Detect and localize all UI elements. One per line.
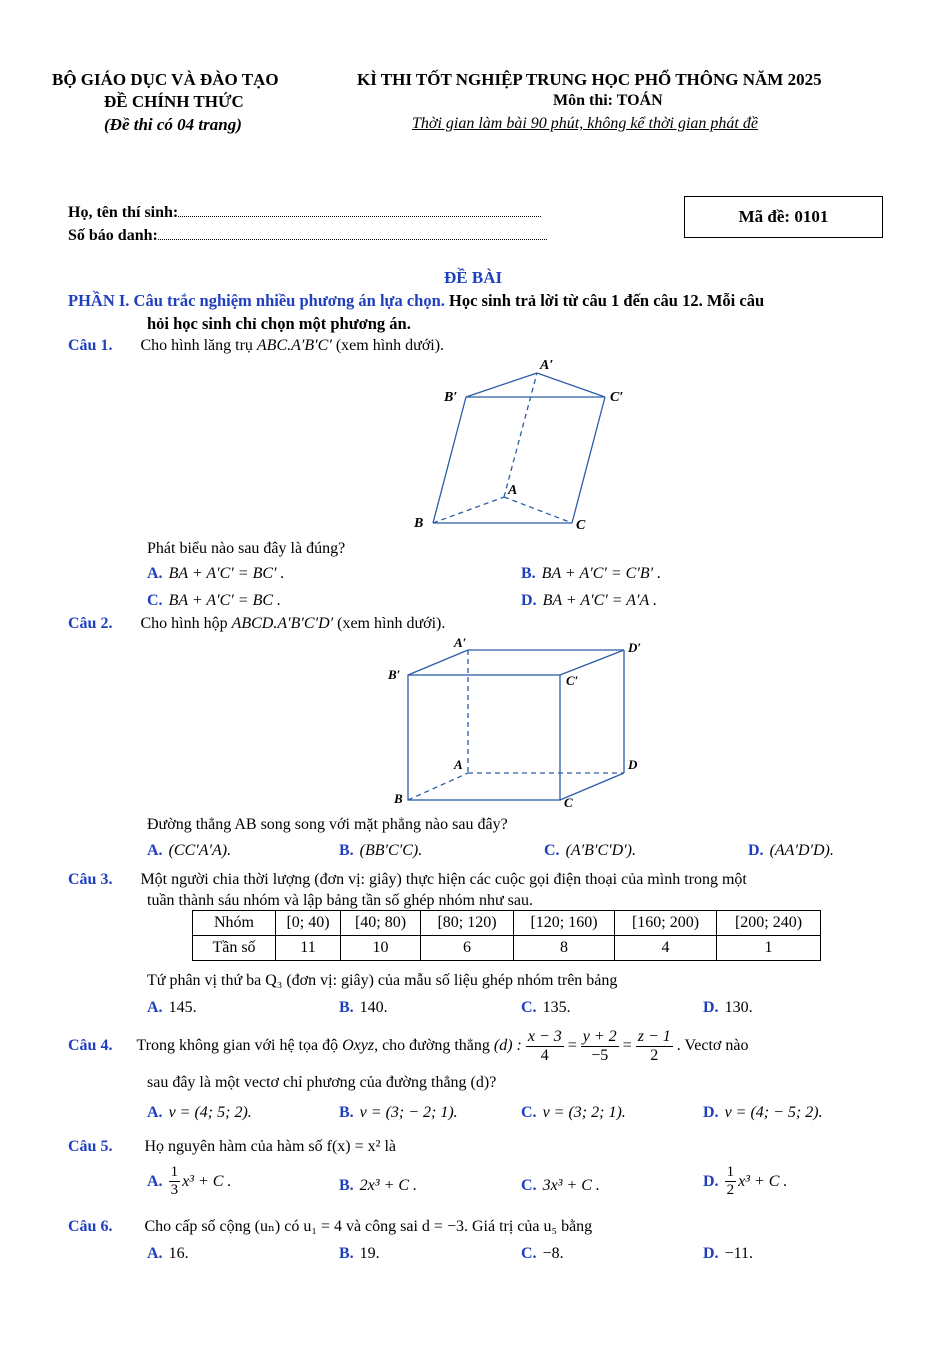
edge-c1d1: [560, 650, 624, 675]
label-c1: C′: [610, 390, 624, 405]
q5-option-d-rest: x³ + C .: [738, 1172, 788, 1190]
time-note: Thời gian làm bài 90 phút, không kể thời gian phát đề: [412, 115, 758, 132]
q1-option-c[interactable]: [147, 592, 281, 610]
q3-option-b-key: B.: [339, 999, 354, 1016]
q4-line-name: (d) :: [493, 1037, 522, 1054]
q4-option-d[interactable]: [703, 1104, 823, 1122]
candidate-id-label: Số báo danh:: [68, 227, 158, 244]
edge-ac: [504, 497, 572, 523]
table-cell: [40; 80): [341, 911, 421, 936]
part1-blue-text: Câu trắc nghiệm nhiều phương án lựa chọn.: [133, 291, 445, 310]
q1-stem: [68, 337, 444, 355]
exam-code: Mã đề: 0101: [738, 207, 829, 226]
candidate-id-line: [68, 227, 547, 245]
q4-option-b-text: v = (3; − 2; 1).: [359, 1104, 458, 1121]
q2-question: Đường thẳng AB song song với mặt phẳng nào sau đây?: [147, 816, 508, 833]
label-d: D: [628, 757, 638, 772]
table-cell: 1: [717, 936, 821, 961]
candidate-id-dots[interactable]: [158, 239, 547, 240]
q3-option-a-key: A.: [147, 999, 163, 1016]
table-cell: [0; 40): [276, 911, 341, 936]
q4-frac1-den: 4: [540, 1046, 549, 1064]
q5-number: Câu 5.: [68, 1138, 113, 1155]
q3-option-b[interactable]: [339, 999, 388, 1017]
table-cell: [120; 160): [514, 911, 615, 936]
q5-stem-line: [68, 1138, 396, 1156]
q6-option-c-text: −8.: [542, 1245, 564, 1262]
part1-line1: [68, 291, 764, 311]
q6-option-d-text: −11.: [724, 1245, 753, 1262]
q1-stem-pre: Cho hình lăng trụ: [140, 337, 253, 354]
part1-line2: hỏi học sinh chỉ chọn một phương án.: [147, 314, 411, 333]
exam-code-box: [684, 196, 883, 238]
part1-text: Học sinh trả lời từ câu 1 đến câu 12. Mỗi câu: [449, 291, 765, 310]
q4-option-c-text: v = (3; 2; 1).: [542, 1104, 626, 1121]
q2-option-b-text: (BB′C′C).: [359, 842, 423, 859]
q5-option-a-key: A.: [147, 1172, 163, 1190]
pages-note: (Đề thi có 04 trang): [104, 115, 242, 134]
q1-option-c-key: C.: [147, 592, 163, 609]
q3-option-c[interactable]: [521, 999, 571, 1017]
q4-frac3: [636, 1028, 673, 1065]
q1-option-b-text: BA + A′C′ = C′B′ .: [541, 565, 662, 582]
q4-frac2-den: −5: [591, 1046, 609, 1064]
table-cell: 8: [514, 936, 615, 961]
q3-stem-line1: [68, 871, 747, 889]
exam-title: KÌ THI TỐT NGHIỆP TRUNG HỌC PHỔ THÔNG NĂM 2025: [357, 70, 822, 89]
edge-a1c1: [537, 373, 605, 397]
q3-question: Tứ phân vị thứ ba Q₃ (đơn vị: giây) của mẫu số liệu ghép nhóm trên bảng: [147, 972, 618, 989]
q1-option-a-text: BA + A′C′ = BC′ .: [168, 565, 285, 582]
q5-option-b-key: B.: [339, 1177, 354, 1194]
label-a: A: [508, 483, 518, 498]
table-cell: [80; 120): [421, 911, 514, 936]
q5-option-c[interactable]: [521, 1177, 600, 1195]
q5-option-c-text: 3x³ + C .: [542, 1177, 600, 1194]
label-c: C: [576, 518, 586, 533]
q2-option-b-key: B.: [339, 842, 354, 859]
ministry-name: BỘ GIÁO DỤC VÀ ĐÀO TẠO: [52, 70, 279, 89]
edge-ba: [408, 773, 468, 800]
q1-stem-post: (xem hình dưới).: [335, 337, 445, 354]
q2-stem-pre: Cho hình hộp: [140, 615, 228, 632]
q4-option-a-text: v = (4; 5; 2).: [168, 1104, 252, 1121]
q2-option-a[interactable]: [147, 842, 231, 860]
q5-stem: Họ nguyên hàm của hàm số f(x) = x² là: [144, 1138, 396, 1155]
edge-aa1: [504, 373, 537, 497]
q5-option-d-frac: [725, 1164, 737, 1199]
q4-stem-line1: Câu 4. Trong không gian với hệ tọa độ Oxyz , cho đường thẳng (d) : $\frac{x - 3}{4}$ = $\frac{y + 2}{-5}$ = $\frac{z - 1}{2}$ . Vectơ nào: [68, 1027, 749, 1064]
q4-option-d-text: v = (4; − 5; 2).: [724, 1104, 823, 1121]
q5-option-b-text: 2x³ + C .: [359, 1177, 418, 1194]
q1-number: Câu 1.: [68, 337, 113, 354]
q2-option-c[interactable]: [544, 842, 636, 860]
q4-stem-2: sau đây là một vectơ chỉ phương của đường thẳng (d)?: [147, 1074, 497, 1091]
q3-option-d-text: 130.: [724, 999, 753, 1016]
q5-option-a[interactable]: [147, 1164, 231, 1199]
q6-option-b[interactable]: [339, 1245, 380, 1263]
q4-stem-mid: , cho đường thẳng: [374, 1037, 490, 1054]
q4-option-b-key: B.: [339, 1104, 354, 1121]
q4-frac2: [581, 1028, 619, 1065]
table-cell: 10: [341, 936, 421, 961]
label-a1: A′: [454, 635, 467, 650]
front-face: [408, 675, 560, 800]
q2-option-c-key: C.: [544, 842, 560, 859]
q1-stem-math: ABC.A′B′C′: [256, 337, 332, 354]
q4-frac1: [526, 1028, 564, 1065]
box-figure: [380, 635, 650, 815]
q2-option-d-text: (AA′D′D).: [769, 842, 834, 859]
q3-number: Câu 3.: [68, 871, 113, 888]
q6-stem: Cho cấp số cộng (uₙ) có u₁ = 4 và công sai d = −3. Giá trị của u₅ bằng: [144, 1218, 593, 1235]
q5-option-a-num: 1: [170, 1164, 179, 1180]
q4-option-c[interactable]: [521, 1104, 626, 1122]
q2-option-a-text: (CC′A′A).: [168, 842, 232, 859]
candidate-name-line: [68, 204, 541, 222]
label-b1: B′: [388, 667, 401, 682]
section-title: ĐỀ BÀI: [444, 268, 503, 287]
q4-stem-pre: Trong không gian với hệ tọa độ: [136, 1037, 339, 1054]
q6-option-d[interactable]: [703, 1245, 753, 1263]
table-cell: 11: [276, 936, 341, 961]
label-b: B: [414, 516, 424, 531]
table-row: [193, 936, 821, 961]
q5-option-a-rest: x³ + C .: [182, 1172, 232, 1190]
q2-option-d-key: D.: [748, 842, 764, 859]
candidate-name-dots[interactable]: [178, 216, 541, 217]
q6-option-a-text: 16.: [168, 1245, 189, 1262]
q4-option-b[interactable]: [339, 1104, 458, 1122]
q2-number: Câu 2.: [68, 615, 113, 632]
q2-option-c-text: (A′B′C′D′).: [565, 842, 636, 859]
q3-option-a-text: 145.: [168, 999, 197, 1016]
q1-option-b[interactable]: [521, 565, 661, 583]
q1-question: Phát biểu nào sau đây là đúng?: [147, 540, 346, 557]
q1-option-c-text: BA + A′C′ = BC .: [168, 592, 282, 609]
label-a: A: [454, 757, 463, 772]
q1-option-a[interactable]: [147, 565, 285, 583]
edge-b1a1: [408, 650, 468, 675]
q5-option-c-key: C.: [521, 1177, 537, 1194]
label-c1: C′: [566, 673, 579, 688]
q5-option-b[interactable]: [339, 1177, 417, 1195]
part1-label: PHẦN I.: [68, 291, 130, 310]
label-d1: D′: [628, 640, 642, 655]
edge-bb1: [433, 397, 466, 523]
q3-option-d-key: D.: [703, 999, 719, 1016]
table-cell: [200; 240): [717, 911, 821, 936]
label-c: C: [564, 795, 573, 810]
table-cell: [160; 200): [615, 911, 717, 936]
table-cell: Tần số: [193, 936, 276, 961]
q6-option-b-text: 19.: [359, 1245, 380, 1262]
subject: Môn thi: TOÁN: [553, 92, 663, 109]
official-label: ĐỀ CHÍNH THỨC: [104, 92, 244, 111]
q5-option-d-key: D.: [703, 1172, 719, 1190]
q5-option-a-den: 3: [170, 1182, 179, 1198]
q1-option-d-key: D.: [521, 592, 537, 609]
q6-option-c[interactable]: [521, 1245, 564, 1263]
q6-option-a-key: A.: [147, 1245, 163, 1262]
q6-option-b-key: B.: [339, 1245, 354, 1262]
q1-option-d-text: BA + A′C′ = A′A .: [542, 592, 658, 609]
table-cell: Nhóm: [193, 911, 276, 936]
label-a1: A′: [540, 358, 554, 373]
table-header-row: [193, 911, 821, 936]
q3-option-a[interactable]: [147, 999, 197, 1017]
q3-stem-2: tuần thành sáu nhóm và lập bảng tần số ghép nhóm như sau.: [147, 892, 533, 909]
q4-frac1-num: x − 3: [527, 1027, 562, 1045]
q5-option-a-frac: [169, 1164, 181, 1199]
q2-stem: [68, 615, 445, 633]
q6-stem-line: [68, 1216, 592, 1236]
q3-stem-1: Một người chia thời lượng (đơn vị: giây) thực hiện các cuộc gọi điện thoại của mình trong một: [140, 871, 747, 888]
q2-option-a-key: A.: [147, 842, 163, 859]
q2-stem-math: ABCD.A′B′C′D′: [231, 615, 334, 632]
q6-option-d-key: D.: [703, 1245, 719, 1262]
edge-ba: [433, 497, 504, 523]
q3-option-b-text: 140.: [359, 999, 388, 1016]
q2-option-b[interactable]: [339, 842, 422, 860]
q3-option-c-text: 135.: [542, 999, 571, 1016]
q1-option-d[interactable]: [521, 592, 657, 610]
frequency-table: [192, 910, 821, 961]
label-b: B: [394, 791, 403, 806]
candidate-name-label: Họ, tên thí sinh:: [68, 204, 179, 221]
q4-stem-post: . Vectơ nào: [676, 1037, 749, 1054]
q4-option-a[interactable]: [147, 1104, 252, 1122]
q4-option-a-key: A.: [147, 1104, 163, 1121]
q2-stem-post: (xem hình dưới).: [337, 615, 446, 632]
q3-option-d[interactable]: [703, 999, 753, 1017]
q5-option-d-den: 2: [726, 1182, 735, 1198]
label-b1: B′: [444, 390, 458, 405]
edge-b1a1: [466, 373, 537, 397]
table-cell: 6: [421, 936, 514, 961]
prism-figure: [400, 355, 640, 540]
q4-option-d-key: D.: [703, 1104, 719, 1121]
q5-option-d-num: 1: [726, 1164, 735, 1180]
table-cell: 4: [615, 936, 717, 961]
q4-number: Câu 4.: [68, 1037, 113, 1054]
q4-frac2-num: y + 2: [582, 1027, 617, 1045]
q6-option-a[interactable]: [147, 1245, 189, 1263]
q4-frac3-num: z − 1: [637, 1027, 671, 1045]
q5-option-d[interactable]: [703, 1164, 787, 1199]
q3-option-c-key: C.: [521, 999, 537, 1016]
q4-frac3-den: 2: [650, 1046, 659, 1064]
q2-option-d[interactable]: [748, 842, 834, 860]
q1-option-a-key: A.: [147, 565, 163, 582]
edge-cc1: [572, 397, 605, 523]
q6-number: Câu 6.: [68, 1218, 113, 1235]
q4-option-c-key: C.: [521, 1104, 537, 1121]
q1-option-b-key: B.: [521, 565, 536, 582]
q6-option-c-key: C.: [521, 1245, 537, 1262]
q4-stem-sys: Oxyz: [342, 1037, 375, 1054]
